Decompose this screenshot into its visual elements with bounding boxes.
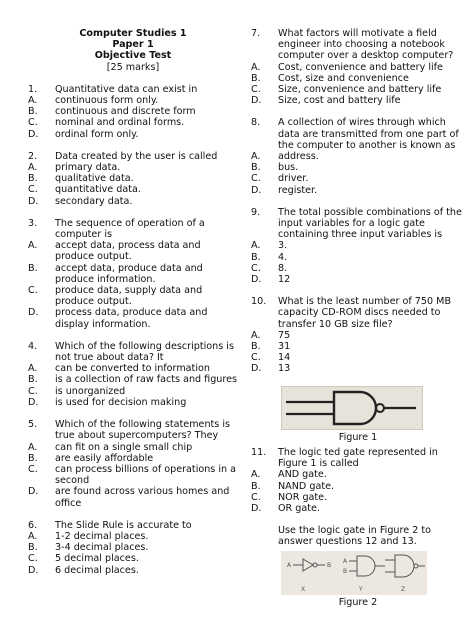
option-text: 75: [278, 329, 291, 341]
option-text: 8.: [278, 262, 288, 274]
option-letter: C.: [28, 184, 38, 196]
question-number: 11.: [251, 446, 267, 458]
figure-2-caption: Figure 2: [338, 596, 378, 608]
option-c[interactable]: [28, 117, 238, 128]
question-number: 4.: [28, 340, 38, 352]
option-letter: A.: [28, 363, 38, 375]
figure-1-caption: Figure 1: [338, 431, 378, 443]
option-d[interactable]: [28, 129, 238, 140]
question-stem: [251, 28, 465, 62]
option-letter: A.: [251, 61, 261, 73]
option-d[interactable]: [28, 307, 238, 329]
option-text: 5 decimal places.: [55, 553, 139, 565]
option-b[interactable]: [28, 263, 238, 285]
option-letter: D.: [251, 184, 262, 196]
option-b[interactable]: [251, 341, 465, 352]
option-letter: B.: [251, 162, 261, 174]
option-letter: B.: [28, 452, 38, 464]
option-text: Cost, size and convenience: [278, 72, 409, 84]
option-text: OR gate.: [278, 502, 320, 514]
option-letter: D.: [251, 95, 262, 107]
option-a[interactable]: [251, 151, 465, 162]
option-text: NAND gate.: [278, 480, 335, 492]
question-2: [28, 151, 238, 207]
option-text: address.: [278, 151, 319, 163]
question-6: [28, 520, 238, 576]
option-text: are easily affordable: [55, 452, 154, 464]
question-number: 6.: [28, 519, 38, 531]
option-text: continuous form only.: [55, 95, 159, 107]
option-letter: A.: [251, 240, 261, 252]
option-text: primary data.: [55, 162, 121, 174]
option-a[interactable]: [251, 240, 465, 251]
option-text: 12: [278, 274, 291, 286]
option-letter: C.: [28, 285, 38, 297]
option-text: is used for decision making: [55, 396, 187, 408]
question-number: 1.: [28, 83, 38, 95]
option-d[interactable]: [251, 95, 465, 106]
question-4: [28, 341, 238, 408]
option-text: are found across various homes and office: [55, 486, 230, 509]
option-d[interactable]: [251, 363, 465, 374]
question-number: 10.: [251, 296, 267, 308]
option-text: Cost, convenience and battery life: [278, 61, 443, 73]
option-text: 3.: [278, 240, 288, 252]
option-text: is a collection of raw facts and figures: [55, 374, 238, 386]
figure-1-nand-gate-image: [281, 386, 423, 430]
question-text: A collection of wires through which data are transmitted from one part of the computer to another is known as: [278, 117, 459, 151]
option-text: 31: [278, 341, 291, 353]
question-stem: [28, 419, 238, 441]
option-text: secondary data.: [55, 195, 133, 207]
option-text: Size, convenience and battery life: [278, 84, 442, 96]
question-11: [251, 447, 465, 514]
svg-text:X: X: [301, 585, 306, 593]
right-column: [251, 28, 465, 612]
option-letter: B.: [251, 72, 261, 84]
option-letter: D.: [28, 128, 39, 140]
option-d[interactable]: [28, 196, 238, 207]
option-letter: C.: [28, 553, 38, 565]
option-letter: A.: [28, 530, 38, 542]
option-text: can process billions of operations in a second: [55, 463, 237, 487]
option-d[interactable]: [251, 185, 465, 196]
option-text: 1-2 decimal places.: [55, 530, 149, 542]
option-c[interactable]: [251, 352, 465, 363]
question-text: Which of the following statements is true about supercomputers? They: [55, 419, 231, 442]
option-text: continuous and discrete form: [55, 106, 196, 118]
question-text: The Slide Rule is accurate to: [55, 519, 192, 531]
option-letter: A.: [28, 240, 38, 252]
option-letter: A.: [28, 441, 38, 453]
question-stem: [28, 520, 238, 531]
question-text: What is the least number of 750 MB capacity CD-ROM discs needed to transfer 10 GB size file?: [278, 296, 452, 330]
option-b[interactable]: [28, 173, 238, 184]
question-text: Data created by the user is called: [55, 150, 218, 162]
exam-header: [28, 28, 238, 73]
option-text: can fit on a single small chip: [55, 441, 193, 453]
question-text: Which of the following descriptions is not true about data? It: [55, 340, 234, 364]
option-text: 4.: [278, 251, 288, 263]
option-letter: B.: [251, 480, 261, 492]
option-b[interactable]: [28, 542, 238, 553]
svg-text:B: B: [343, 567, 348, 575]
option-text: NOR gate.: [278, 491, 328, 503]
option-letter: D.: [28, 195, 39, 207]
option-text: 13: [278, 363, 291, 375]
question-9: [251, 207, 465, 285]
figure-2-logic-circuit-image: [281, 551, 427, 595]
option-text: produce data, supply data and produce output.: [55, 285, 203, 308]
option-c[interactable]: [251, 173, 465, 184]
header-test-type: Objective Test: [94, 50, 172, 62]
question-number: 3.: [28, 217, 38, 229]
option-letter: B.: [251, 341, 261, 353]
option-b[interactable]: [28, 374, 238, 385]
question-1: [28, 84, 238, 140]
option-letter: C.: [251, 262, 261, 274]
option-letter: D.: [28, 564, 39, 576]
option-c[interactable]: [28, 184, 238, 195]
option-d[interactable]: [28, 565, 238, 576]
question-text: The logic ted gate represented in Figure 1 is called: [278, 446, 438, 470]
question-number: 5.: [28, 419, 38, 431]
option-letter: D.: [28, 396, 39, 408]
option-a[interactable]: [28, 531, 238, 542]
option-text: 3-4 decimal places.: [55, 542, 149, 554]
option-letter: C.: [28, 463, 38, 475]
question-number: 8.: [251, 117, 261, 129]
option-letter: D.: [28, 307, 39, 319]
question-10: [251, 296, 465, 374]
option-letter: B.: [28, 542, 38, 554]
option-letter: B.: [28, 173, 38, 185]
option-text: register.: [278, 184, 318, 196]
option-text: process data, produce data and display information.: [55, 307, 208, 330]
option-b[interactable]: [251, 162, 465, 173]
option-c[interactable]: [251, 263, 465, 274]
option-text: ordinal form only.: [55, 128, 139, 140]
option-text: quantitative data.: [55, 184, 141, 196]
option-letter: B.: [28, 106, 38, 118]
option-letter: B.: [251, 251, 261, 263]
svg-text:B: B: [327, 561, 332, 569]
option-text: bus.: [278, 162, 299, 174]
option-letter: C.: [251, 84, 261, 96]
option-text: driver.: [278, 173, 309, 185]
option-a[interactable]: [28, 162, 238, 173]
option-letter: D.: [251, 274, 262, 286]
left-column: [28, 28, 238, 587]
option-c[interactable]: [251, 84, 465, 95]
option-b[interactable]: [28, 453, 238, 464]
option-text: can be converted to information: [55, 363, 210, 375]
option-letter: D.: [251, 363, 262, 375]
option-c[interactable]: [28, 386, 238, 397]
option-letter: C.: [28, 117, 38, 129]
option-d[interactable]: [251, 503, 465, 514]
question-text: Quantitative data can exist in: [55, 83, 198, 95]
option-d[interactable]: [251, 274, 465, 285]
option-letter: D.: [251, 502, 262, 514]
option-c[interactable]: [251, 492, 465, 503]
option-text: qualitative data.: [55, 173, 134, 185]
option-d[interactable]: [28, 397, 238, 408]
option-a[interactable]: [28, 95, 238, 106]
option-text: 14: [278, 352, 291, 364]
header-paper: Paper 1: [112, 39, 154, 51]
question-stem: [28, 218, 238, 240]
option-letter: C.: [251, 352, 261, 364]
header-marks: [25 marks]: [106, 61, 160, 73]
question-8: [251, 117, 465, 195]
option-letter: C.: [251, 173, 261, 185]
option-b[interactable]: [251, 252, 465, 263]
option-text: accept data, process data and produce output.: [55, 240, 201, 263]
option-text: accept data, produce data and produce information.: [55, 262, 203, 285]
option-letter: C.: [251, 491, 261, 503]
question-stem: [28, 84, 238, 95]
option-text: 6 decimal places.: [55, 564, 139, 576]
question-text: What factors will motivate a field engineer into choosing a notebook computer over a desktop computer?: [278, 28, 454, 62]
question-stem: [28, 151, 238, 162]
option-c[interactable]: [28, 553, 238, 564]
question-number: 9.: [251, 206, 261, 218]
svg-text:A: A: [287, 561, 292, 569]
question-stem: [251, 207, 465, 241]
question-3: [28, 218, 238, 330]
question-7: [251, 28, 465, 106]
option-a[interactable]: [251, 62, 465, 73]
option-a[interactable]: [28, 363, 238, 374]
question-stem: [28, 341, 238, 363]
option-letter: B.: [28, 262, 38, 274]
option-letter: C.: [28, 385, 38, 397]
option-text: Size, cost and battery life: [278, 95, 401, 107]
option-d[interactable]: [28, 486, 238, 508]
svg-text:A: A: [343, 557, 348, 565]
option-letter: B.: [28, 374, 38, 386]
header-title: Computer Studies 1: [79, 28, 187, 39]
question-5: [28, 419, 238, 509]
option-a[interactable]: [28, 442, 238, 453]
option-letter: A.: [28, 95, 38, 107]
option-letter: A.: [251, 469, 261, 481]
option-letter: A.: [251, 329, 261, 341]
option-letter: A.: [251, 151, 261, 163]
question-stem: [251, 447, 465, 469]
option-b[interactable]: [251, 73, 465, 84]
option-a[interactable]: [28, 240, 238, 262]
question-number: 7.: [251, 28, 261, 39]
instruction-text: Use the logic gate in Figure 2 to answer questions 12 and 13.: [278, 525, 431, 548]
option-c[interactable]: [28, 464, 238, 486]
option-a[interactable]: [251, 330, 465, 341]
option-text: nominal and ordinal forms.: [55, 117, 185, 129]
question-number: 2.: [28, 150, 38, 162]
question-stem: [251, 117, 465, 151]
svg-text:Z: Z: [401, 585, 406, 593]
option-c[interactable]: [28, 285, 238, 307]
option-b[interactable]: [251, 481, 465, 492]
option-letter: A.: [28, 162, 38, 174]
option-letter: D.: [28, 486, 39, 498]
option-text: is unorganized: [55, 385, 126, 397]
svg-text:Y: Y: [359, 585, 363, 593]
question-text: The sequence of operation of a computer is: [55, 217, 205, 241]
option-text: AND gate.: [278, 469, 327, 481]
option-b[interactable]: [28, 106, 238, 117]
question-stem: [251, 296, 465, 330]
option-a[interactable]: [251, 469, 465, 480]
question-text: The total possible combinations of the input variables for a logic gate containing three input variables is: [278, 206, 462, 241]
